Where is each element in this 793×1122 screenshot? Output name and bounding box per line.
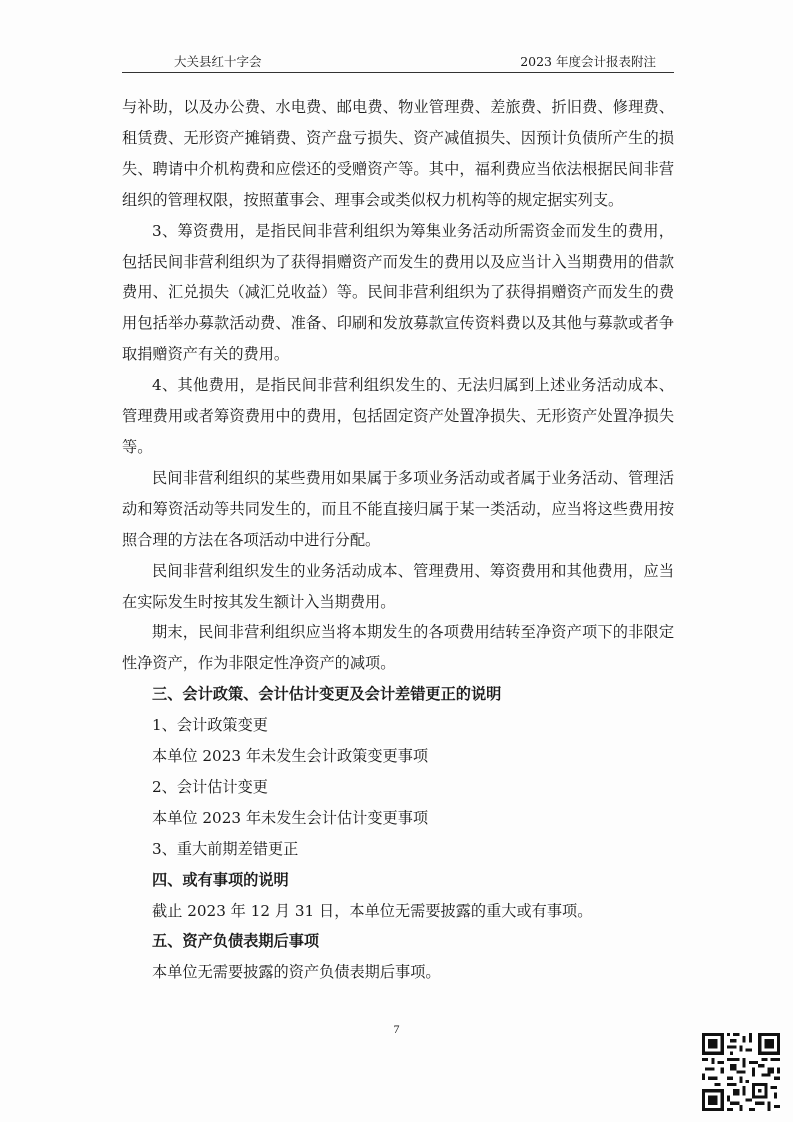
qr-code-icon — [702, 1033, 780, 1111]
body-text — [122, 92, 674, 988]
paragraph: 民间非营利组织的某些费用如果属于多项业务活动或者属于业务活动、管理活动和筹资活动等共同发生的，而且不能直接归属于某一类活动，应当将这些费用按照合理的方法在各项活动中进行分配。 — [122, 468, 674, 549]
paragraph: 期末，民间非营利组织应当将本期发生的各项费用结转至净资产项下的非限定性净资产，作为非限定性净资产的减项。 — [122, 623, 674, 673]
paragraph: 本单位无需要披露的资产负债表期后事项。 — [152, 963, 441, 982]
header-doc-title: 2023 年度会计报表附注 — [520, 54, 656, 69]
section-heading: 三、会计政策、会计估计变更及会计差错更正的说明 — [152, 685, 502, 704]
paragraph: 3、筹资费用，是指民间非营利组织为筹集业务活动所需资金而发生的费用，包括民间非营利组织为了获得捐赠资产而发生的费用以及应当计入当期费用的借款费用、汇兑损失（减汇兑收益）等。民间非营利组织为了获得捐赠资产而发生的费用包括举办募款活动费、准备、印刷和发放募款宣传资料费以及其他与募款或者争取捐赠资产有关的费用。 — [122, 221, 674, 364]
subheading: 2、会计估计变更 — [152, 777, 268, 796]
paragraph: 与补助，以及办公费、水电费、邮电费、物业管理费、差旅费、折旧费、修理费、租赁费、无形资产摊销费、资产盘亏损失、资产减值损失、因预计负债所产生的损失、聘请中介机构费和应偿还的受赠资产等。其中，福利费应当依法根据民间非营组织的管理权限，按照董事会、理事会或类似权力机构等的规定据实列支。 — [122, 98, 674, 209]
paragraph: 本单位 2023 年未发生会计估计变更事项 — [152, 808, 429, 827]
paragraph: 4、其他费用，是指民间非营利组织发生的、无法归属到上述业务活动成本、管理费用或者筹资费用中的费用，包括固定资产处置净损失、无形资产处置净损失等。 — [122, 376, 674, 456]
section-heading: 五、资产负债表期后事项 — [152, 932, 320, 951]
section-heading: 四、或有事项的说明 — [152, 870, 289, 889]
subheading: 3、重大前期差错更正 — [152, 839, 299, 858]
header-rule — [122, 72, 674, 73]
page-number: 7 — [393, 1022, 400, 1036]
paragraph: 民间非营利组织发生的业务活动成本、管理费用、筹资费用和其他费用，应当在实际发生时按其发生额计入当期费用。 — [122, 561, 674, 611]
page-header — [122, 52, 674, 70]
paragraph: 本单位 2023 年未发生会计政策变更事项 — [152, 747, 429, 766]
paragraph: 截止 2023 年 12 月 31 日，本单位无需要披露的重大或有事项。 — [152, 901, 593, 920]
header-org: 大关县红十字会 — [174, 54, 262, 69]
subheading: 1、会计政策变更 — [152, 716, 268, 735]
